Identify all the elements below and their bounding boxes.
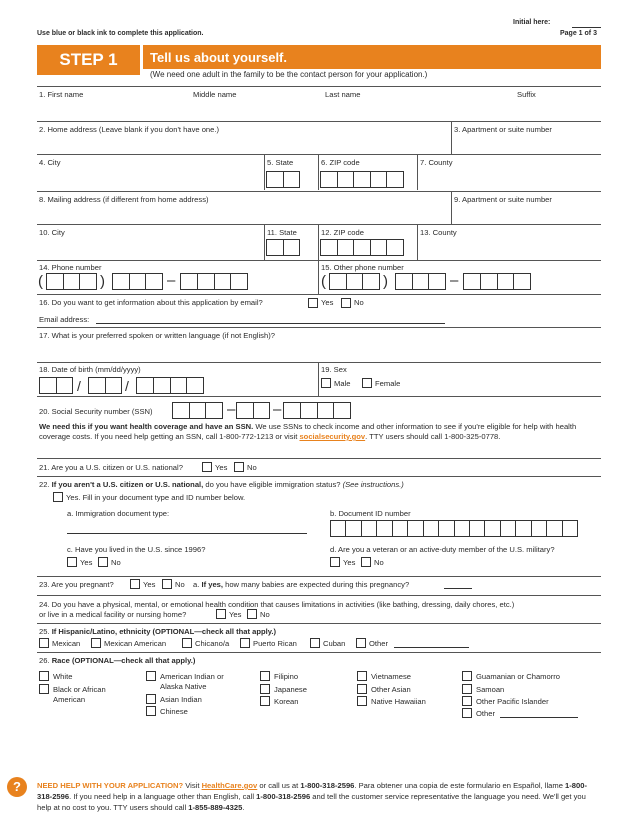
ssn-label: 20. Social Security number (SSN) (39, 407, 153, 416)
veteran-question: d. Are you a veteran or an active-duty member of the U.S. military? (330, 545, 555, 554)
citizen-yes-label: Yes (215, 463, 228, 472)
ethnicity-mexican-label: Mexican (52, 639, 81, 648)
immigration-yes-checkbox[interactable] (53, 492, 63, 502)
veteran-yes-label: Yes (343, 558, 356, 567)
lived-yes-checkbox[interactable] (67, 557, 77, 567)
lived-no-label: No (111, 558, 121, 567)
pregnant-babies-question: a. If yes, how many babies are expected during this pregnancy? (193, 580, 410, 589)
suffix-label: Suffix (517, 90, 536, 99)
home-address-label: 2. Home address (Leave blank if you don't have one.) (39, 125, 220, 134)
socialsecurity-link[interactable]: socialsecurity.gov (299, 432, 366, 441)
immigration-yes-label: Yes. Fill in your document type and ID number below. (66, 493, 246, 502)
race-native-hawaiian-checkbox[interactable] (357, 696, 367, 706)
state-boxes[interactable] (266, 171, 300, 188)
dob-month-boxes[interactable] (39, 377, 73, 394)
county-label: 7. County (420, 158, 453, 167)
ethnicity-mexican-american-checkbox[interactable] (91, 638, 101, 648)
race-american-indian-label-2: Alaska Native (160, 682, 207, 691)
immigration-question: 22. If you aren't a U.S. citizen or U.S. national, do you have eligible immigration status? (See instructions.) (39, 480, 404, 489)
citizen-no-label: No (247, 463, 257, 472)
state-mail-label: 11. State (267, 228, 297, 237)
race-black-label: Black or African (53, 685, 106, 694)
ethnicity-chicano-label: Chicano/a (195, 639, 230, 648)
pregnant-yes-label: Yes (143, 580, 156, 589)
lived-no-checkbox[interactable] (98, 557, 108, 567)
other-phone-line-boxes[interactable] (463, 273, 531, 290)
last-name-label: Last name (325, 90, 361, 99)
dob-year-boxes[interactable] (136, 377, 204, 394)
race-american-indian-label: American Indian or (160, 672, 224, 681)
ethnicity-puerto-rican-label: Puerto Rican (253, 639, 297, 648)
sex-male-checkbox[interactable] (321, 378, 331, 388)
race-other-pacific-checkbox[interactable] (462, 696, 472, 706)
phone-label: 14. Phone number (39, 263, 102, 272)
health-yes-label: Yes (229, 610, 242, 619)
email-yes-label: Yes (321, 298, 334, 307)
other-phone-area-boxes[interactable] (329, 273, 380, 290)
city-label: 4. City (39, 158, 61, 167)
help-icon: ? (7, 777, 27, 797)
veteran-yes-checkbox[interactable] (330, 557, 340, 567)
race-chinese-label: Chinese (160, 707, 188, 716)
race-other-asian-checkbox[interactable] (357, 684, 367, 694)
step-title: Tell us about yourself. (150, 50, 288, 65)
footer-help-text: NEED HELP WITH YOUR APPLICATION? Visit HealthCare.gov or call us at 1-800-318-2596. Para obtener una copia de este formulario en Español, llame 1-800-318-2596. If you need help in a language other than English, call 1-800-318-2596 and tell the customer service representative the language you need. We'll get you help at no cost to you. TTY users should call 1-855-889-4325. (37, 781, 587, 812)
phone-area-boxes[interactable] (46, 273, 97, 290)
race-asian-indian-checkbox[interactable] (146, 694, 156, 704)
email-address-line[interactable] (96, 323, 445, 324)
health-no-label: No (260, 610, 270, 619)
health-question-2: or live in a medical facility or nursing home? (39, 610, 187, 619)
state-mail-boxes[interactable] (266, 239, 300, 256)
dob-day-boxes[interactable] (88, 377, 122, 394)
email-question: 16. Do you want to get information about this application by email? (39, 298, 263, 307)
race-other-asian-label: Other Asian (371, 685, 411, 694)
race-american-indian-checkbox[interactable] (146, 671, 156, 681)
first-name-label: 1. First name (39, 90, 84, 99)
apt-suite-mail-label: 9. Apartment or suite number (454, 195, 552, 204)
race-samoan-checkbox[interactable] (462, 684, 472, 694)
middle-name-label: Middle name (193, 90, 237, 99)
county-mail-label: 13. County (420, 228, 457, 237)
ethnicity-other-label: Other (369, 639, 388, 648)
race-samoan-label: Samoan (476, 685, 505, 694)
race-filipino-checkbox[interactable] (260, 671, 270, 681)
veteran-no-label: No (374, 558, 384, 567)
ethnicity-mexican-checkbox[interactable] (39, 638, 49, 648)
babies-count-line[interactable] (444, 588, 472, 589)
sex-female-label: Female (375, 379, 401, 388)
pregnant-no-label: No (175, 580, 185, 589)
pregnant-no-checkbox[interactable] (162, 579, 172, 589)
race-question: 26. Race (OPTIONAL—check all that apply.) (39, 656, 196, 665)
doc-id-label: b. Document ID number (330, 509, 411, 518)
email-address-label: Email address: (39, 315, 90, 324)
language-question: 17. What is your preferred spoken or written language (if not English)? (39, 331, 275, 340)
race-other-pacific-label: Other Pacific Islander (476, 697, 549, 706)
apt-suite-label: 3. Apartment or suite number (454, 125, 552, 134)
lived-question: c. Have you lived in the U.S. since 1996? (67, 545, 206, 554)
health-yes-checkbox[interactable] (216, 609, 226, 619)
pregnant-question: 23. Are you pregnant? (39, 580, 114, 589)
ethnicity-other-checkbox[interactable] (356, 638, 366, 648)
race-korean-checkbox[interactable] (260, 696, 270, 706)
race-other-label: Other (476, 709, 495, 718)
race-chinese-checkbox[interactable] (146, 706, 156, 716)
initial-here-label: Initial here: (513, 19, 551, 26)
sex-male-label: Male (334, 379, 351, 388)
ssn-part1-boxes[interactable] (172, 402, 223, 419)
page-number: Page 1 of 3 (560, 30, 597, 37)
step-badge: STEP 1 (37, 45, 140, 75)
ethnicity-mexican-american-label: Mexican American (104, 639, 167, 648)
race-vietnamese-label: Vietnamese (371, 672, 411, 681)
zip-mail-boxes[interactable] (320, 239, 404, 256)
race-korean-label: Korean (274, 697, 299, 706)
citizen-question: 21. Are you a U.S. citizen or U.S. national? (39, 463, 183, 472)
step-subtitle: (We need one adult in the family to be the contact person for your application.) (150, 70, 428, 79)
healthcare-link[interactable]: HealthCare.gov (201, 781, 258, 790)
race-guamanian-checkbox[interactable] (462, 671, 472, 681)
zip-label: 6. ZIP code (321, 158, 360, 167)
race-black-label-2: American (53, 695, 86, 704)
doc-type-line[interactable] (67, 533, 307, 534)
phone-prefix-boxes[interactable] (112, 273, 163, 290)
race-vietnamese-checkbox[interactable] (357, 671, 367, 681)
city-mail-label: 10. City (39, 228, 65, 237)
race-japanese-checkbox[interactable] (260, 684, 270, 694)
ethnicity-other-line[interactable] (394, 647, 469, 648)
race-japanese-label: Japanese (274, 685, 307, 694)
race-black-checkbox[interactable] (39, 684, 49, 694)
citizen-yes-checkbox[interactable] (202, 462, 212, 472)
email-yes-checkbox[interactable] (308, 298, 318, 308)
doc-type-label: a. Immigration document type: (67, 509, 170, 518)
veteran-no-checkbox[interactable] (361, 557, 371, 567)
health-question: 24. Do you have a physical, mental, or emotional health condition that causes limitations in activities (like bathing, dressing, daily chores, etc.) (39, 600, 515, 609)
citizen-no-checkbox[interactable] (234, 462, 244, 472)
race-asian-indian-label: Asian Indian (160, 695, 202, 704)
email-no-checkbox[interactable] (341, 298, 351, 308)
other-phone-label: 15. Other phone number (321, 263, 404, 272)
state-label: 5. State (267, 158, 294, 167)
dob-label: 18. Date of birth (mm/dd/yyyy) (39, 365, 141, 374)
race-other-line[interactable] (500, 717, 578, 718)
mailing-address-label: 8. Mailing address (if different from home address) (39, 195, 209, 204)
sex-female-checkbox[interactable] (362, 378, 372, 388)
email-no-label: No (354, 298, 364, 307)
initial-here-line[interactable] (572, 27, 601, 28)
zip-mail-label: 12. ZIP code (321, 228, 364, 237)
race-white-label: White (53, 672, 73, 681)
lived-yes-label: Yes (80, 558, 93, 567)
phone-line-boxes[interactable] (180, 273, 248, 290)
race-white-checkbox[interactable] (39, 671, 49, 681)
race-other-checkbox[interactable] (462, 708, 472, 718)
health-no-checkbox[interactable] (247, 609, 257, 619)
ethnicity-question: 25. If Hispanic/Latino, ethnicity (OPTIONAL—check all that apply.) (39, 627, 277, 636)
ink-note: Use blue or black ink to complete this application. (37, 30, 204, 37)
ethnicity-puerto-rican-checkbox[interactable] (240, 638, 250, 648)
race-guamanian-label: Guamanian or Chamorro (476, 672, 560, 681)
pregnant-yes-checkbox[interactable] (130, 579, 140, 589)
doc-id-boxes[interactable] (330, 520, 578, 537)
zip-boxes[interactable] (320, 171, 404, 188)
ethnicity-cuban-label: Cuban (323, 639, 346, 648)
ssn-note: We need this if you want health coverage and have an SSN. We use SSNs to check income and other information to see if you're eligible for help with health coverage costs. If you need help getting an SSN, call 1-800-772-1213 or visit socialsecurity.gov. TTY users should call 1-800-325-0778. (39, 422, 577, 441)
other-phone-prefix-boxes[interactable] (395, 273, 446, 290)
sex-label: 19. Sex (321, 365, 347, 374)
ssn-part2-boxes[interactable] (236, 402, 270, 419)
race-filipino-label: Filipino (274, 672, 299, 681)
ethnicity-cuban-checkbox[interactable] (310, 638, 320, 648)
ethnicity-chicano-checkbox[interactable] (182, 638, 192, 648)
race-native-hawaiian-label: Native Hawaiian (371, 697, 426, 706)
ssn-part3-boxes[interactable] (283, 402, 351, 419)
